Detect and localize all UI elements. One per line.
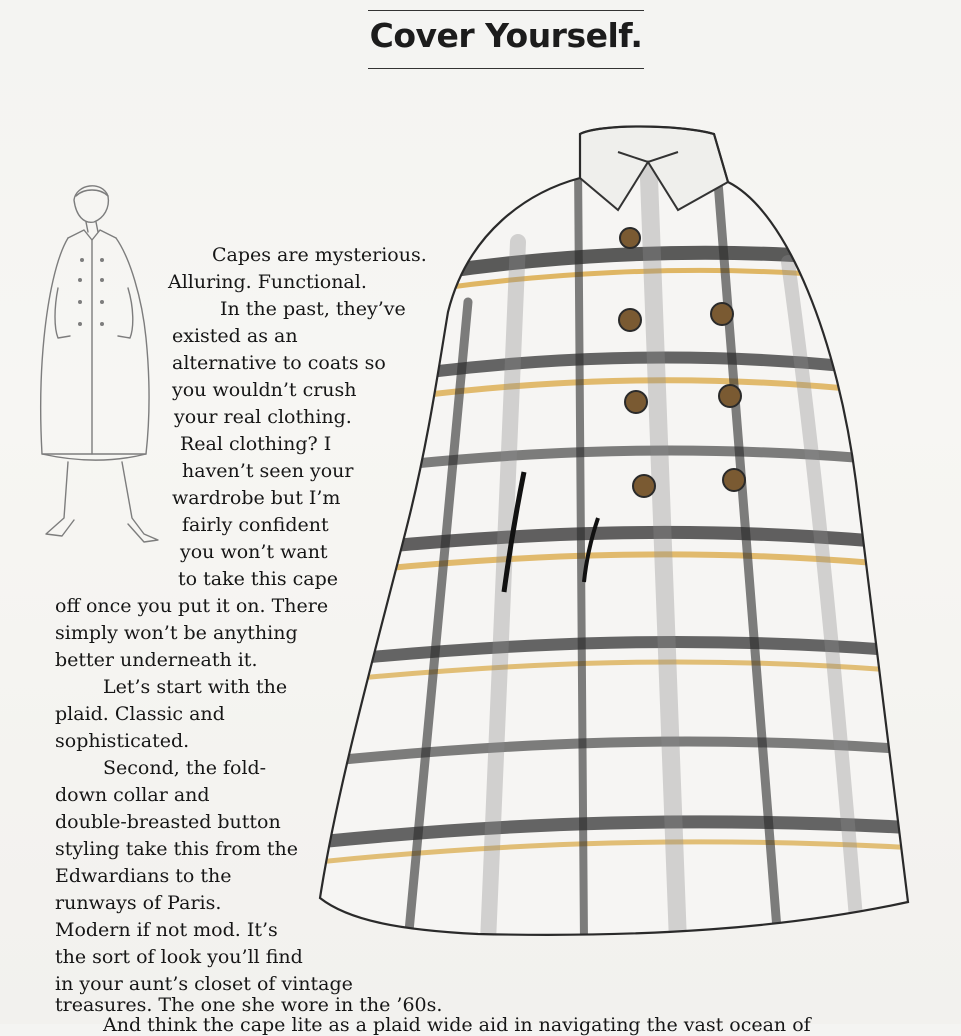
body-line: in your aunt’s closet of vintage [55,973,353,995]
body-line: sophisticated. [55,730,190,752]
body-line: Let’s start with the [103,676,288,698]
body-line: styling take this from the [55,838,298,860]
body-line: wardrobe but I’m [172,487,341,509]
body-line: you wouldn’t crush [172,379,357,401]
body-line: Real clothing? I [180,433,332,455]
body-line: In the past, they’ve [220,298,406,320]
figure-sketch [18,178,168,550]
body-line-cut: And think the cape lite as a plaid wide aid in navigating the vast ocean of [103,1014,811,1036]
title-rule-bottom [368,68,644,69]
body-line: haven’t seen your [182,460,354,482]
body-line: Second, the fold- [103,757,267,779]
body-line: alternative to coats so [172,352,386,374]
title-rule-top [368,10,644,11]
body-line: double-breasted button [55,811,281,833]
body-line: down collar and [55,784,210,806]
body-line: Modern if not mod. It’s [55,919,278,941]
body-line: your real clothing. [174,406,352,428]
body-line: off once you put it on. There [55,595,329,617]
body-line: plaid. Classic and [55,703,225,725]
body-line: to take this cape [178,568,338,590]
body-line: better underneath it. [55,649,258,671]
body-line: existed as an [172,325,298,347]
body-line: treasures. The one she wore in the ’60s. [55,994,443,1016]
body-line: Alluring. Functional. [168,271,367,293]
body-line: you won’t want [180,541,328,563]
body-line: simply won’t be anything [55,622,298,644]
body-line: Edwardians to the [55,865,232,887]
body-line: fairly confident [182,514,329,536]
body-line: runways of Paris. [55,892,222,914]
page-title: Cover Yourself. [369,16,643,55]
body-line: the sort of look you’ll find [55,946,303,968]
body-line: Capes are mysterious. [212,244,427,266]
